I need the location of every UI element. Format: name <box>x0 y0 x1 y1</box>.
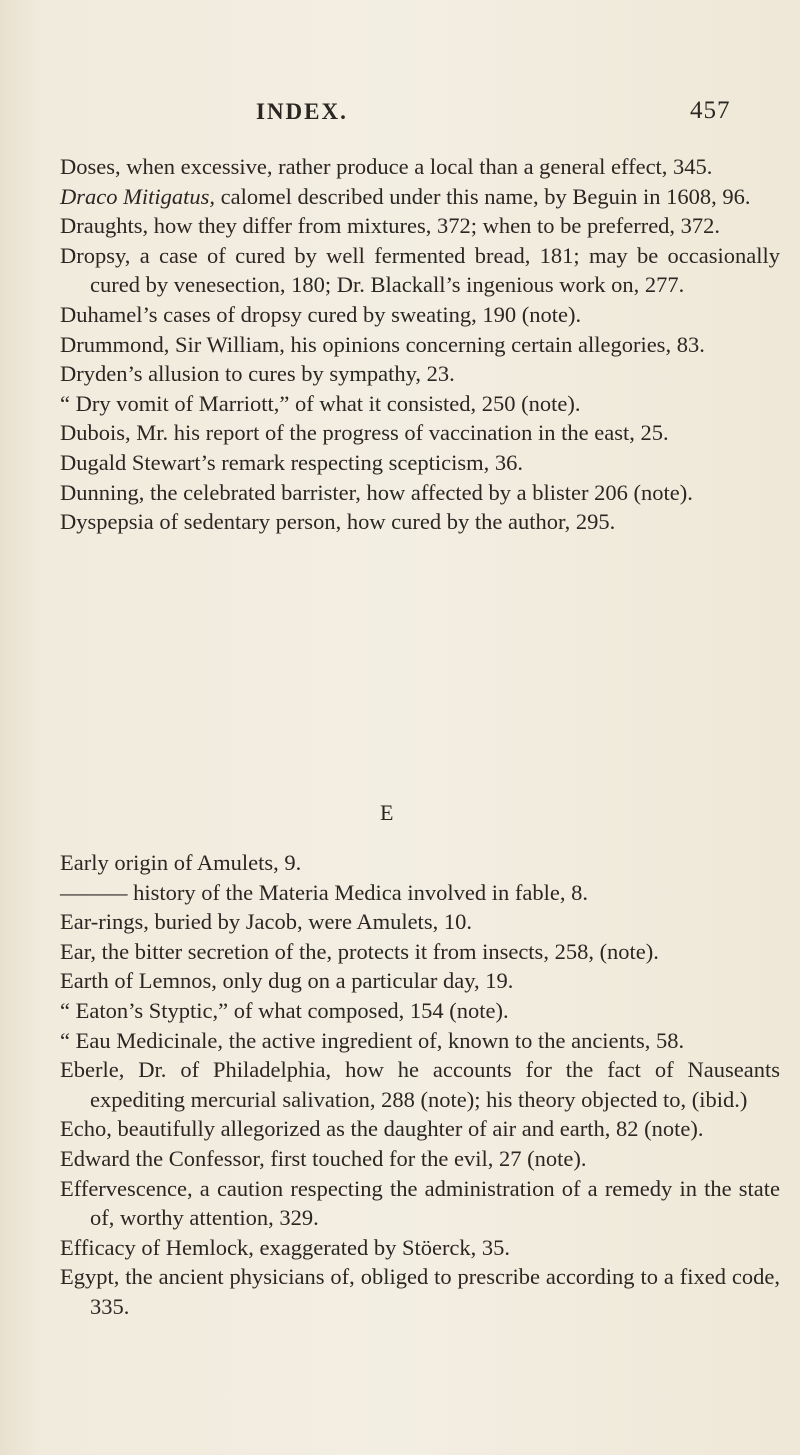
entry-term: Echo, <box>60 1116 112 1142</box>
index-entry <box>60 907 780 937</box>
index-entry <box>60 996 780 1026</box>
entry-text: the ancient physicians of, obliged to prescribe according to a fixed code, 335. <box>90 1264 780 1319</box>
index-entry <box>60 389 780 419</box>
entry-term: Earth <box>60 968 109 994</box>
entry-term: Dryden’s <box>60 361 143 387</box>
index-entry <box>60 359 780 389</box>
entry-term: Dunning, <box>60 479 145 505</box>
index-entry <box>60 1055 780 1114</box>
index-entry <box>60 1262 780 1321</box>
entry-term: Doses, <box>60 154 121 179</box>
entry-text: of Lemnos, only dug on a particular day, 19. <box>108 968 514 994</box>
header-title: INDEX. <box>256 99 348 124</box>
page-number: 457 <box>690 97 731 124</box>
entry-text: history of the Materia Medica involved in fable, 8. <box>127 879 588 905</box>
index-entry <box>60 241 780 300</box>
index-entry <box>60 878 780 908</box>
entry-term: ——— <box>60 879 128 905</box>
index-entry <box>60 152 780 182</box>
entry-term: “ Dry vomit of Marriott,” <box>60 390 290 416</box>
index-entry <box>60 1174 780 1233</box>
entry-text: a case of cured by well fermented bread, 181; may be occasionally cured by venesection, 180; Dr. Blackall’s ingenious work on, 277. <box>90 242 780 298</box>
entry-text: of what it consisted, 250 (note). <box>289 390 581 416</box>
entry-text: remark respecting scepticism, 36. <box>215 449 524 475</box>
index-entry <box>60 507 780 537</box>
entry-term: Efficacy <box>60 1234 136 1260</box>
index-entry <box>60 1026 780 1056</box>
entry-text: cases of dropsy cured by sweating, 190 (note). <box>157 301 582 327</box>
entry-term: “ Eau Medicinale, <box>60 1027 224 1053</box>
entry-term: Draughts, <box>60 213 149 239</box>
entry-text: how they differ from mixtures, 372; when to be preferred, 372. <box>148 213 721 239</box>
entry-term: Drummond, <box>60 331 170 357</box>
entry-term: Duhamel’s <box>60 301 158 327</box>
entry-text: allusion to cures by sympathy, 23. <box>142 361 455 387</box>
entry-term: Early <box>60 850 109 875</box>
entry-term: Effervescence, <box>60 1175 193 1201</box>
entry-text: the active ingredient of, known to the ancients, 58. <box>223 1027 685 1053</box>
index-entry <box>60 182 780 212</box>
entry-term: Egypt, <box>60 1264 120 1290</box>
entry-term: Dugald Stewart’s <box>60 449 216 475</box>
running-header <box>0 95 800 135</box>
entry-text: a caution respecting the administration of a remedy in the state of, worthy attention, 329. <box>90 1175 780 1231</box>
entry-term: Dubois, <box>60 420 131 446</box>
entry-text: of Hemlock, exaggerated by Stöerck, 35. <box>135 1234 511 1260</box>
entry-text: calomel described under this name, by Beguin in 1608, 96. <box>215 183 751 209</box>
index-entry <box>60 300 780 330</box>
entry-text: Sir William, his opinions concerning certain allegories, 83. <box>169 331 705 357</box>
index-entry <box>60 848 780 878</box>
entry-text: the Confessor, first touched for the evil, 27 (note). <box>129 1145 587 1171</box>
index-section-e <box>60 848 780 1322</box>
index-entry <box>60 1233 780 1263</box>
entry-text: of sedentary person, how cured by the author, 295. <box>153 509 616 535</box>
entry-text: of what composed, 154 (note). <box>228 997 509 1023</box>
entry-text: the celebrated barrister, how affected by a blister 206 (note). <box>144 479 693 505</box>
entry-text: Mr. his report of the progress of vaccination in the east, 25. <box>130 420 669 446</box>
index-entry <box>60 1114 780 1144</box>
index-entry <box>60 478 780 508</box>
index-entry <box>60 211 780 241</box>
index-entry <box>60 966 780 996</box>
entry-term: Ear-rings, <box>60 909 149 935</box>
entry-text: Dr. of Philadelphia, how he accounts for the fact of Nauseants expediting mercurial salivation, 288 (note); his theory objected to, (ibid.) <box>90 1057 780 1112</box>
index-entry <box>60 418 780 448</box>
entry-term: Eberle, <box>60 1057 125 1083</box>
entry-term: “ Eaton’s Styptic,” <box>60 997 229 1023</box>
section-letter: E <box>380 800 394 825</box>
index-entry <box>60 330 780 360</box>
entry-text: beautifully allegorized as the daughter of air and earth, 82 (note). <box>111 1116 704 1142</box>
index-entry <box>60 937 780 967</box>
entry-text: the bitter secretion of the, protects it from insects, 258, (note). <box>95 938 659 964</box>
entry-term: Dropsy, <box>60 242 131 268</box>
entry-text: buried by Jacob, were Amulets, 10. <box>148 909 472 935</box>
entry-term: Dyspepsia <box>60 509 154 535</box>
entry-term: Draco Mitigatus, <box>60 183 215 209</box>
index-entry <box>60 448 780 478</box>
entry-term: Edward <box>60 1145 130 1171</box>
entry-term: Ear, <box>60 938 96 964</box>
entry-text: when excessive, rather produce a local than a general effect, 345. <box>120 154 713 179</box>
entry-text: origin of Amulets, 9. <box>108 850 302 875</box>
index-section-d <box>60 152 780 537</box>
index-entry <box>60 1144 780 1174</box>
